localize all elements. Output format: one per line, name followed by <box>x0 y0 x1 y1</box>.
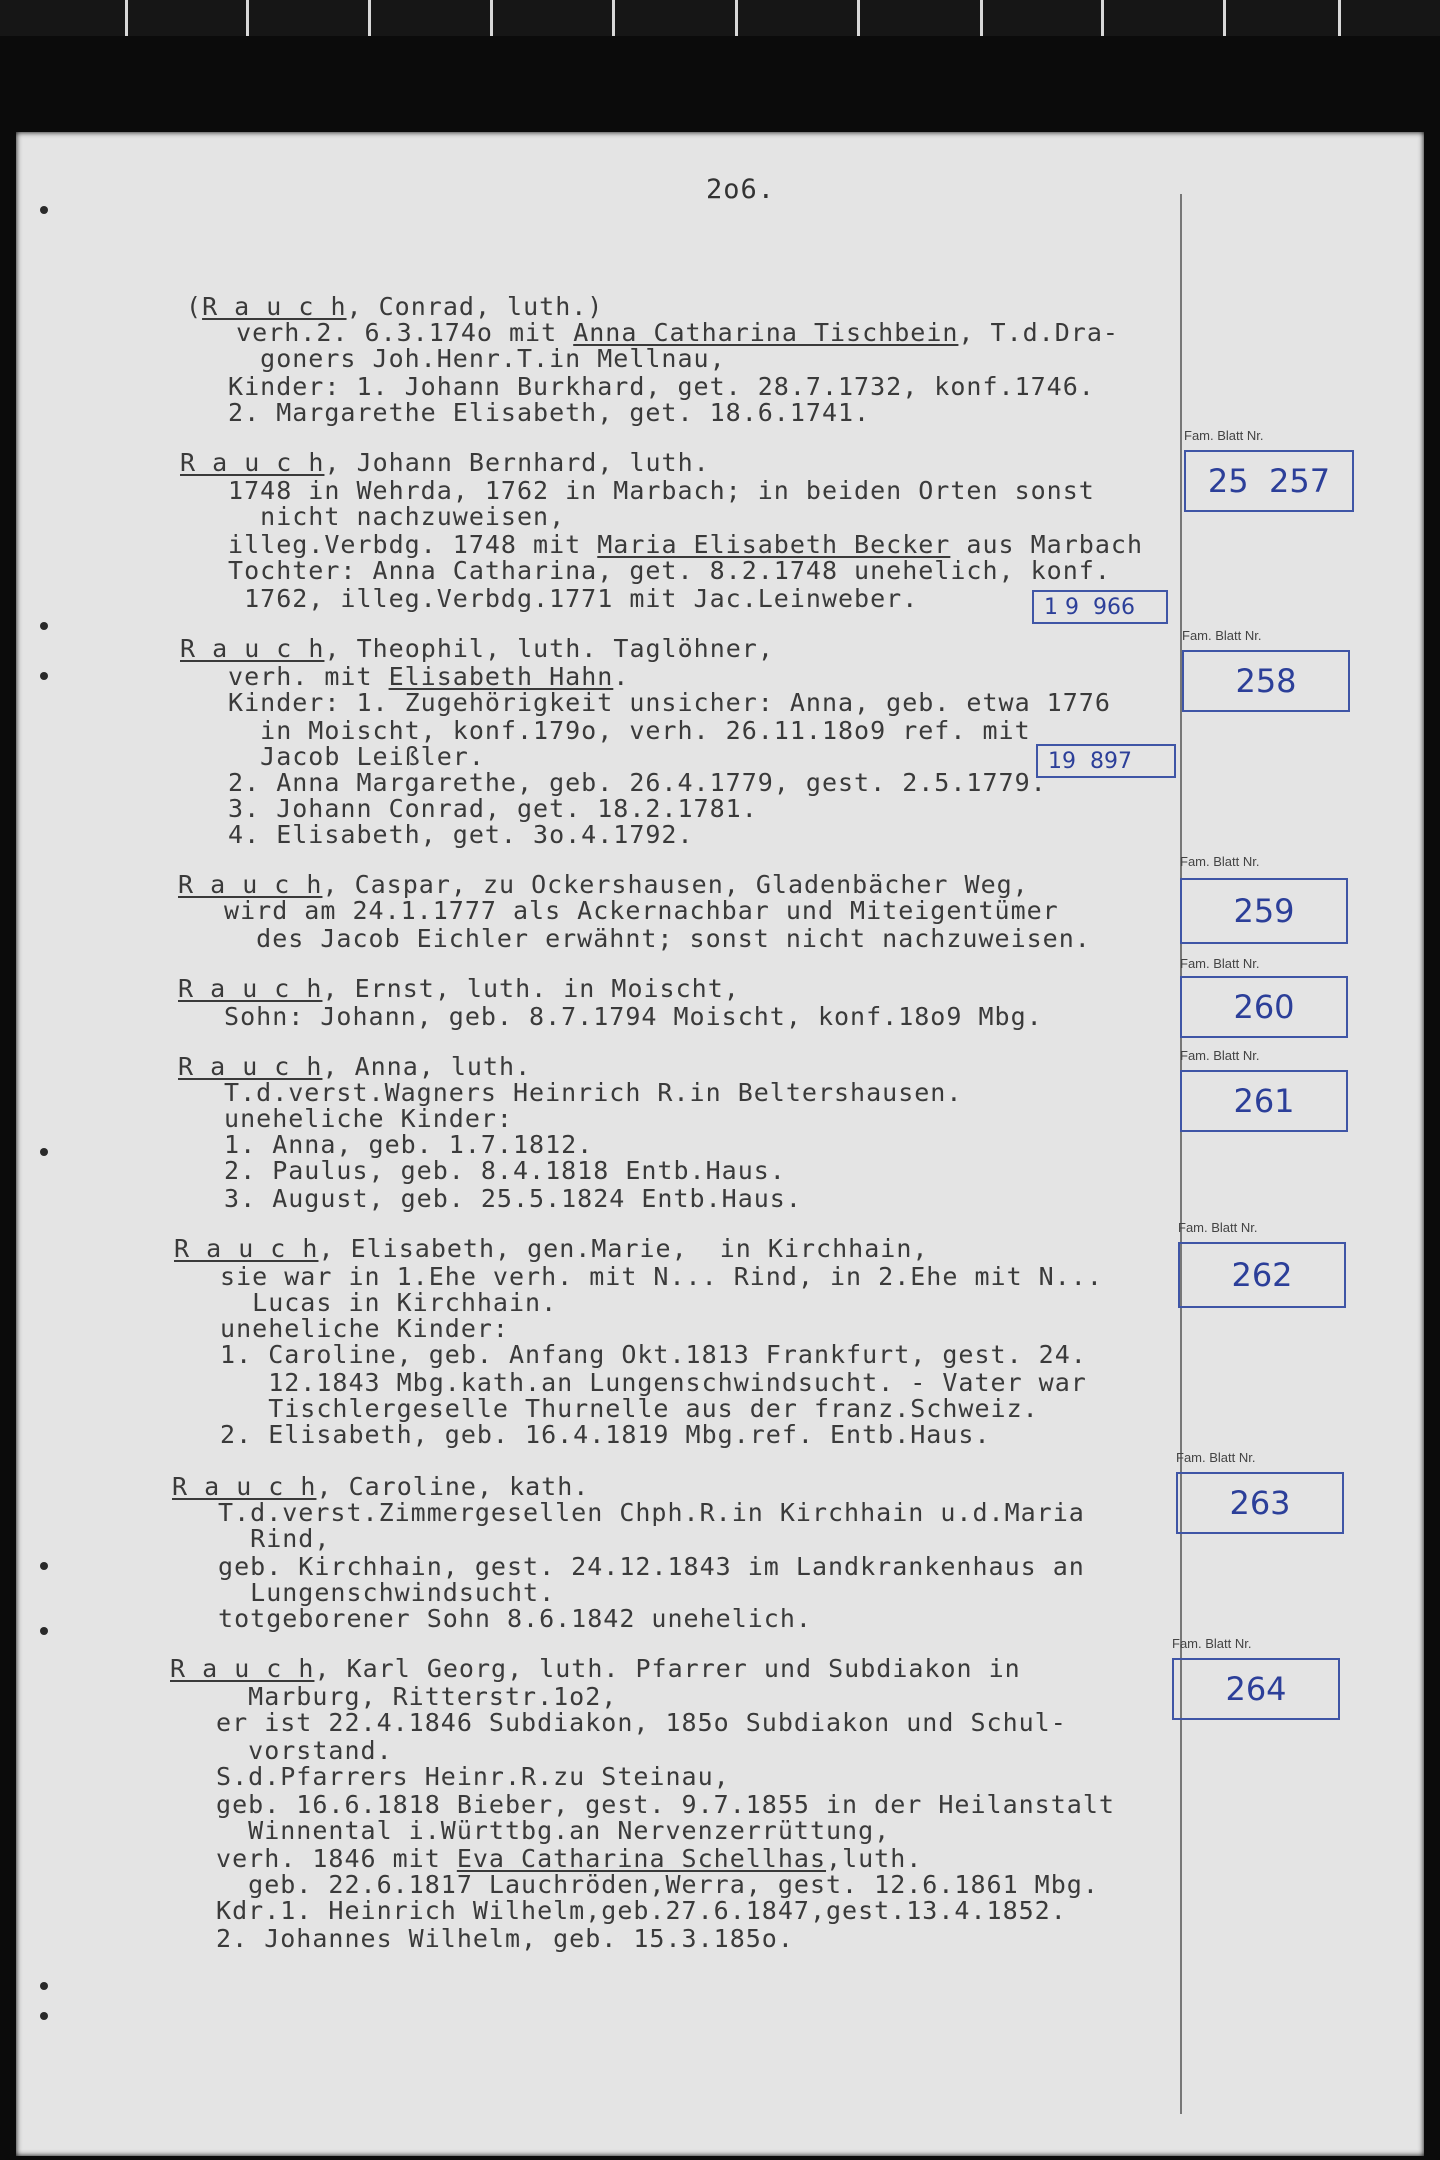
text-line <box>208 896 1059 925</box>
punch-hole <box>40 622 48 630</box>
text-segment: 1762, illeg.Verbdg.1771 mit Jac.Leinweber. <box>212 584 919 613</box>
text-line <box>212 530 1143 559</box>
fam-blatt-number: 25 257 <box>1207 462 1331 500</box>
text-segment: , Theophil, luth. Taglöhner, <box>324 634 774 663</box>
punch-hole <box>40 2012 48 2020</box>
text-segment: geb. 22.6.1817 Lauchröden,Werra, gest. 12.6.1861 Mbg. <box>200 1870 1099 1899</box>
text-segment: sie war in 1.Ehe verh. mit N... Rind, in 2.Ehe mit N... <box>204 1262 1103 1291</box>
text-line <box>200 1870 1099 1899</box>
text-segment: 2. Anna Margarethe, geb. 26.4.1779, gest. 2.5.1779. <box>212 768 1047 797</box>
fam-blatt-number: 263 <box>1229 1484 1291 1522</box>
fam-blatt-label: Fam. Blatt Nr. <box>1176 1450 1256 1465</box>
text-segment: , Johann Bernhard, luth. <box>324 448 710 477</box>
text-segment: Kinder: 1. Zugehörigkeit unsicher: Anna, geb. etwa 1776 <box>212 688 1111 717</box>
text-segment: 2. Johannes Wilhelm, geb. 15.3.185o. <box>200 1924 794 1953</box>
underlined-name: Maria Elisabeth Becker <box>597 530 951 559</box>
text-line <box>212 662 629 691</box>
margin-line <box>1180 194 1182 2114</box>
text-line <box>212 820 694 849</box>
text-line <box>202 1524 330 1553</box>
fam-blatt-label: Fam. Blatt Nr. <box>1182 628 1262 643</box>
text-segment: , T.d.Dra- <box>958 318 1119 347</box>
text-segment: geb. Kirchhain, gest. 24.12.1843 im Landkrankenhaus an <box>202 1552 1085 1581</box>
fam-blatt-number-box <box>1184 450 1354 512</box>
fam-blatt-number: 259 <box>1233 892 1295 930</box>
text-line <box>204 1368 1087 1397</box>
underlined-name: R a u c h <box>170 1654 315 1683</box>
fam-blatt-label: Fam. Blatt Nr. <box>1184 428 1264 443</box>
text-line <box>212 556 1111 585</box>
text-segment: uneheliche Kinder: <box>204 1314 509 1343</box>
text-line <box>200 1816 890 1845</box>
text-segment: 1748 in Wehrda, 1762 in Marbach; in beiden Orten sonst <box>212 476 1095 505</box>
fam-blatt-number-box <box>1176 1472 1344 1534</box>
text-segment: verh.2. 6.3.174o mit <box>204 318 574 347</box>
text-segment: 1. Anna, geb. 1.7.1812. <box>208 1130 594 1159</box>
text-segment: Tischlergeselle Thurnelle aus der franz.Schweiz. <box>204 1394 1039 1423</box>
punch-hole <box>40 1982 48 1990</box>
underlined-name: Elisabeth Hahn <box>388 662 614 691</box>
text-line <box>208 1104 513 1133</box>
text-segment: , Anna, luth. <box>322 1052 532 1081</box>
text-segment: . <box>613 662 630 691</box>
punch-hole <box>40 206 48 214</box>
text-segment: verh. mit <box>212 662 389 691</box>
text-line <box>212 768 1047 797</box>
text-line <box>204 1314 509 1343</box>
fam-blatt-label: Fam. Blatt Nr. <box>1180 956 1260 971</box>
text-line <box>212 716 1031 745</box>
text-line <box>202 1578 555 1607</box>
fam-blatt-label: Fam. Blatt Nr. <box>1180 1048 1260 1063</box>
text-segment: illeg.Verbdg. 1748 mit <box>212 530 598 559</box>
underlined-name: R a u c h <box>180 448 325 477</box>
inline-number-box <box>1036 744 1176 778</box>
text-line <box>212 502 565 531</box>
text-line <box>208 1156 786 1185</box>
fam-blatt-number: 264 <box>1225 1670 1287 1708</box>
underlined-name: R a u c h <box>178 1052 323 1081</box>
punch-hole <box>40 1148 48 1156</box>
fam-blatt-number: 258 <box>1235 662 1297 700</box>
text-segment: 12.1843 Mbg.kath.an Lungenschwindsucht. - Vater war <box>204 1368 1087 1397</box>
text-line <box>180 634 774 663</box>
text-line <box>202 1498 1085 1527</box>
fam-blatt-label: Fam. Blatt Nr. <box>1172 1636 1252 1651</box>
text-segment: 3. Johann Conrad, get. 18.2.1781. <box>212 794 758 823</box>
text-segment: 2. Margarethe Elisabeth, get. 18.6.1741. <box>212 398 871 427</box>
text-line <box>204 1394 1039 1423</box>
text-line <box>186 292 603 321</box>
text-segment: , Caspar, zu Ockershausen, Gladenbächer Weg, <box>322 870 1029 899</box>
inline-number: 1 9 966 <box>1044 594 1135 620</box>
text-segment: vorstand. <box>200 1736 393 1765</box>
fam-blatt-label: Fam. Blatt Nr. <box>1178 1220 1258 1235</box>
text-line <box>200 1844 922 1873</box>
text-line <box>212 476 1095 505</box>
punch-hole <box>40 672 48 680</box>
text-segment: S.d.Pfarrers Heinr.R.zu Steinau, <box>200 1762 730 1791</box>
text-segment: in Moischt, konf.179o, verh. 26.11.18o9 ref. mit <box>212 716 1031 745</box>
text-segment: 1. Caroline, geb. Anfang Okt.1813 Frankfurt, gest. 24. <box>204 1340 1087 1369</box>
text-line <box>200 1896 1067 1925</box>
text-line <box>204 1340 1087 1369</box>
text-segment: Marburg, Ritterstr.1o2, <box>200 1682 618 1711</box>
text-line <box>202 1604 812 1633</box>
text-segment: verh. 1846 mit <box>200 1844 457 1873</box>
text-line <box>212 584 918 613</box>
text-segment: Kinder: 1. Johann Burkhard, get. 28.7.1732, konf.1746. <box>212 372 1095 401</box>
underlined-name: R a u c h <box>172 1472 317 1501</box>
fam-blatt-number-box <box>1180 976 1348 1038</box>
text-segment: wird am 24.1.1777 als Ackernachbar und Miteigentümer <box>208 896 1059 925</box>
fam-blatt-number-box <box>1172 1658 1340 1720</box>
text-segment: 3. August, geb. 25.5.1824 Entb.Haus. <box>208 1184 802 1213</box>
fam-blatt-number: 262 <box>1231 1256 1293 1294</box>
text-segment: uneheliche Kinder: <box>208 1104 513 1133</box>
text-line <box>200 1790 1115 1819</box>
text-line <box>204 1288 557 1317</box>
fam-blatt-number-box <box>1180 878 1348 944</box>
text-segment: nicht nachzuweisen, <box>212 502 566 531</box>
text-segment: , Karl Georg, luth. Pfarrer und Subdiakon in <box>314 1654 1021 1683</box>
text-line <box>208 1002 1043 1031</box>
text-segment: 2. Elisabeth, geb. 16.4.1819 Mbg.ref. Entb.Haus. <box>204 1420 991 1449</box>
fam-blatt-label: Fam. Blatt Nr. <box>1180 854 1260 869</box>
text-line <box>174 1234 928 1263</box>
fam-blatt-number: 261 <box>1233 1082 1295 1120</box>
underlined-name: R a u c h <box>202 292 347 321</box>
inline-number-box <box>1032 590 1168 624</box>
text-segment: Rind, <box>202 1524 331 1553</box>
underlined-name: Anna Catharina Tischbein <box>573 318 959 347</box>
underlined-name: R a u c h <box>180 634 325 663</box>
page-number: 2o6. <box>706 174 776 205</box>
text-line <box>172 1472 589 1501</box>
text-segment: aus Marbach <box>950 530 1143 559</box>
text-line <box>208 1184 802 1213</box>
underlined-name: R a u c h <box>178 870 323 899</box>
text-segment: T.d.verst.Zimmergesellen Chph.R.in Kirchhain u.d.Maria <box>202 1498 1085 1527</box>
text-segment: Jacob Leißler. <box>212 742 485 771</box>
text-segment: 4. Elisabeth, get. 3o.4.1792. <box>212 820 694 849</box>
underlined-name: R a u c h <box>178 974 323 1003</box>
text-line <box>208 924 1091 953</box>
text-segment: totgeborener Sohn 8.6.1842 unehelich. <box>202 1604 812 1633</box>
text-segment: des Jacob Eichler erwähnt; sonst nicht nachzuweisen. <box>208 924 1091 953</box>
text-line <box>180 448 710 477</box>
text-segment: Kdr.1. Heinrich Wilhelm,geb.27.6.1847,gest.13.4.1852. <box>200 1896 1067 1925</box>
text-line <box>212 344 726 373</box>
inline-number: 19 897 <box>1048 748 1132 774</box>
text-segment: er ist 22.4.1846 Subdiakon, 185o Subdiakon und Schul- <box>200 1708 1067 1737</box>
text-line <box>204 318 1119 347</box>
underlined-name: Eva Catharina Schellhas <box>456 1844 827 1873</box>
punch-hole <box>40 1562 48 1570</box>
underlined-name: R a u c h <box>174 1234 319 1263</box>
text-segment: , Caroline, kath. <box>316 1472 590 1501</box>
text-line <box>178 870 1029 899</box>
text-line <box>202 1552 1085 1581</box>
text-line <box>200 1708 1067 1737</box>
text-segment: 2. Paulus, geb. 8.4.1818 Entb.Haus. <box>208 1156 786 1185</box>
document-page <box>16 132 1424 2156</box>
text-segment: Tochter: Anna Catharina, get. 8.2.1748 unehelich, konf. <box>212 556 1111 585</box>
text-line <box>200 1762 730 1791</box>
fam-blatt-number: 260 <box>1233 988 1295 1026</box>
text-segment: Lucas in Kirchhain. <box>204 1288 558 1317</box>
fam-blatt-number-box <box>1182 650 1350 712</box>
fam-blatt-number-box <box>1180 1070 1348 1132</box>
fam-blatt-number-box <box>1178 1242 1346 1308</box>
text-segment: goners Joh.Henr.T.in Mellnau, <box>212 344 726 373</box>
text-line <box>204 1262 1103 1291</box>
text-segment: ,luth. <box>826 1844 923 1873</box>
text-line <box>212 398 870 427</box>
text-line <box>178 974 740 1003</box>
text-segment: , Elisabeth, gen.Marie, in Kirchhain, <box>318 1234 929 1263</box>
text-line <box>204 1420 991 1449</box>
punch-hole <box>40 1627 48 1635</box>
text-segment: , Ernst, luth. in Moischt, <box>322 974 740 1003</box>
text-line <box>212 742 485 771</box>
text-line <box>200 1924 794 1953</box>
text-line <box>200 1682 617 1711</box>
text-line <box>208 1130 593 1159</box>
text-line <box>212 794 758 823</box>
text-segment: , Conrad, luth.) <box>346 292 604 321</box>
text-line <box>212 688 1111 717</box>
text-line <box>212 372 1095 401</box>
text-line <box>170 1654 1021 1683</box>
text-segment: geb. 16.6.1818 Bieber, gest. 9.7.1855 in der Heilanstalt <box>200 1790 1115 1819</box>
text-line <box>200 1736 393 1765</box>
text-segment: ( <box>186 292 203 321</box>
text-segment: Winnental i.Württbg.an Nervenzerrüttung, <box>200 1816 891 1845</box>
text-segment: Lungenschwindsucht. <box>202 1578 556 1607</box>
film-strip-top <box>0 0 1440 36</box>
text-segment: T.d.verst.Wagners Heinrich R.in Beltershausen. <box>208 1078 963 1107</box>
text-segment: Sohn: Johann, geb. 8.7.1794 Moischt, konf.18o9 Mbg. <box>208 1002 1043 1031</box>
text-line <box>208 1078 962 1107</box>
text-line <box>178 1052 531 1081</box>
